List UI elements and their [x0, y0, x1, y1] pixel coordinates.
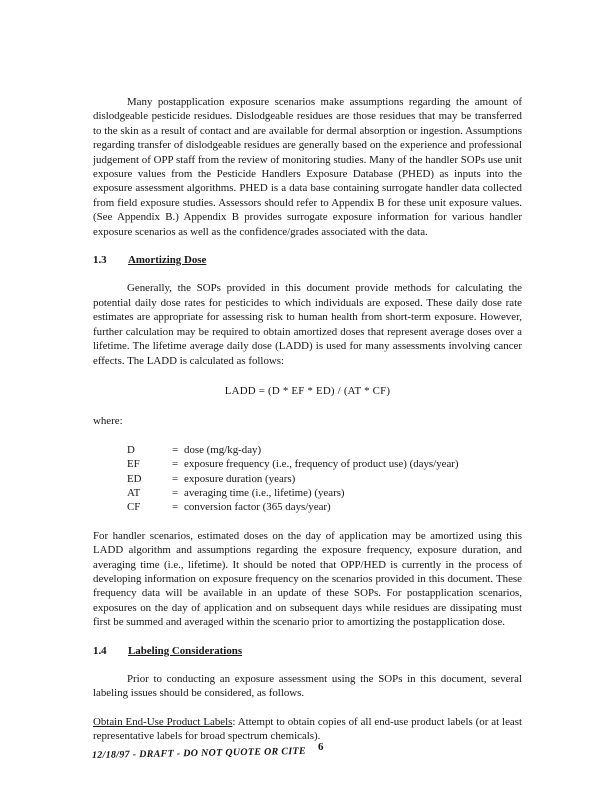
definition-row-ef [93, 457, 522, 471]
definition-row-cf [93, 500, 522, 514]
section-heading-1-3 [93, 253, 522, 267]
section-title-labeling-considerations: Labeling Considerations [128, 644, 243, 657]
paragraph-prior-to-conducting: Prior to conducting an exposure assessment using the SOPs in this document, several labeling issues should be considered, as follows. [93, 673, 522, 700]
section-heading-1-4 [93, 644, 522, 658]
section-number-1-4: 1.4 [93, 644, 107, 657]
obtain-labels-rest: : Attempt to obtain copies of all end-use product labels (or at least representative labels for broad spectrum chemicals). [93, 715, 522, 743]
ladd-formula: LADD = (D * EF * ED) / (AT * CF) [224, 384, 391, 397]
footer-draft-notice: 12/18/97 - DRAFT - DO NOT QUOTE OR CITE [91, 745, 306, 761]
section-number-1-3: 1.3 [93, 254, 107, 267]
definition-symbol: D [127, 443, 135, 456]
equals-sign: = [172, 443, 179, 456]
definition-symbol: ED [127, 472, 142, 485]
page-content [93, 95, 522, 758]
equals-sign: = [172, 458, 179, 471]
section-title-amortizing-dose: Amortizing Dose [128, 254, 207, 267]
paragraph-generally-sops: Generally, the SOPs provided in this document provide methods for calculating the potential daily dose rates for pesticides to which individuals are exposed. These daily dose rate estimates are appropriate for assessing risk to human health from short-term exposure. However, further calculation may be required to obtain amortized doses that represent average doses over a lifetime. The lifetime average daily dose (LADD) is used for many assessments involving cancer effects. The LADD is calculated as follows: [93, 282, 522, 367]
equals-sign: = [172, 486, 179, 499]
obtain-labels-lead-in: Obtain End-Use Product Labels [93, 715, 233, 728]
definition-symbol: EF [127, 458, 140, 471]
paragraph-postapplication-residues: Many postapplication exposure scenarios make assumptions regarding the amount of dislodgeable pesticide residues. Dislodgeable residues are those residues that may be transferred to the skin as a result of contact and are available for dermal absorption or ingestion. Assumptions regarding transfer of dislodgeable residues are generally based on the experience and professional judgement of OPP staff from the review of monitoring studies. Many of the handler SOPs use unit exposure values from the Pesticide Handlers Exposure Database (PHED) as inputs into the exposure assessment algorithms. PHED is a data base containing surrogate handler data collected from field exposure studies. Assessors should refer to Appendix B for these unit exposure values. (See Appendix B.) Appendix B provides surrogate exposure information for various handler exposure scenarios as well as the confidence/grades associated with the data. [93, 96, 522, 238]
definition-text: conversion factor (365 days/year) [184, 501, 331, 514]
paragraph-handler-scenarios: For handler scenarios, estimated doses on the day of application may be amortized using this LADD algorithm and assumptions regarding the exposure frequency, exposure duration, and averaging time (i.e., lifetime). It should be noted that OPP/HED is currently in the process of developing information on exposure frequency on the scenarios provided in this document. These frequency data will be available in an update of these SOPs. For postapplication scenarios, exposures on the day of application and on subsequent days while residues are dissipating must first be summed and averaged within the scenario prior to amortizing the postapplication dose. [93, 529, 522, 629]
definition-symbol: CF [127, 501, 141, 514]
definition-text: exposure duration (years) [184, 472, 296, 485]
definition-row-d [93, 443, 522, 457]
definition-text: averaging time (i.e., lifetime) (years) [184, 486, 345, 499]
variable-definitions [93, 443, 522, 515]
definition-row-at [93, 486, 522, 500]
footer-page-number: 6 [318, 741, 324, 753]
definition-text: dose (mg/kg-day) [184, 443, 262, 456]
definition-symbol: AT [127, 486, 141, 499]
equals-sign: = [172, 472, 179, 485]
paragraph-obtain-end-use-labels [93, 715, 522, 744]
where-label: where: [93, 415, 123, 428]
definition-row-ed [93, 472, 522, 486]
equals-sign: = [172, 501, 179, 514]
definition-text: exposure frequency (i.e., frequency of product use) (days/year) [184, 458, 459, 471]
